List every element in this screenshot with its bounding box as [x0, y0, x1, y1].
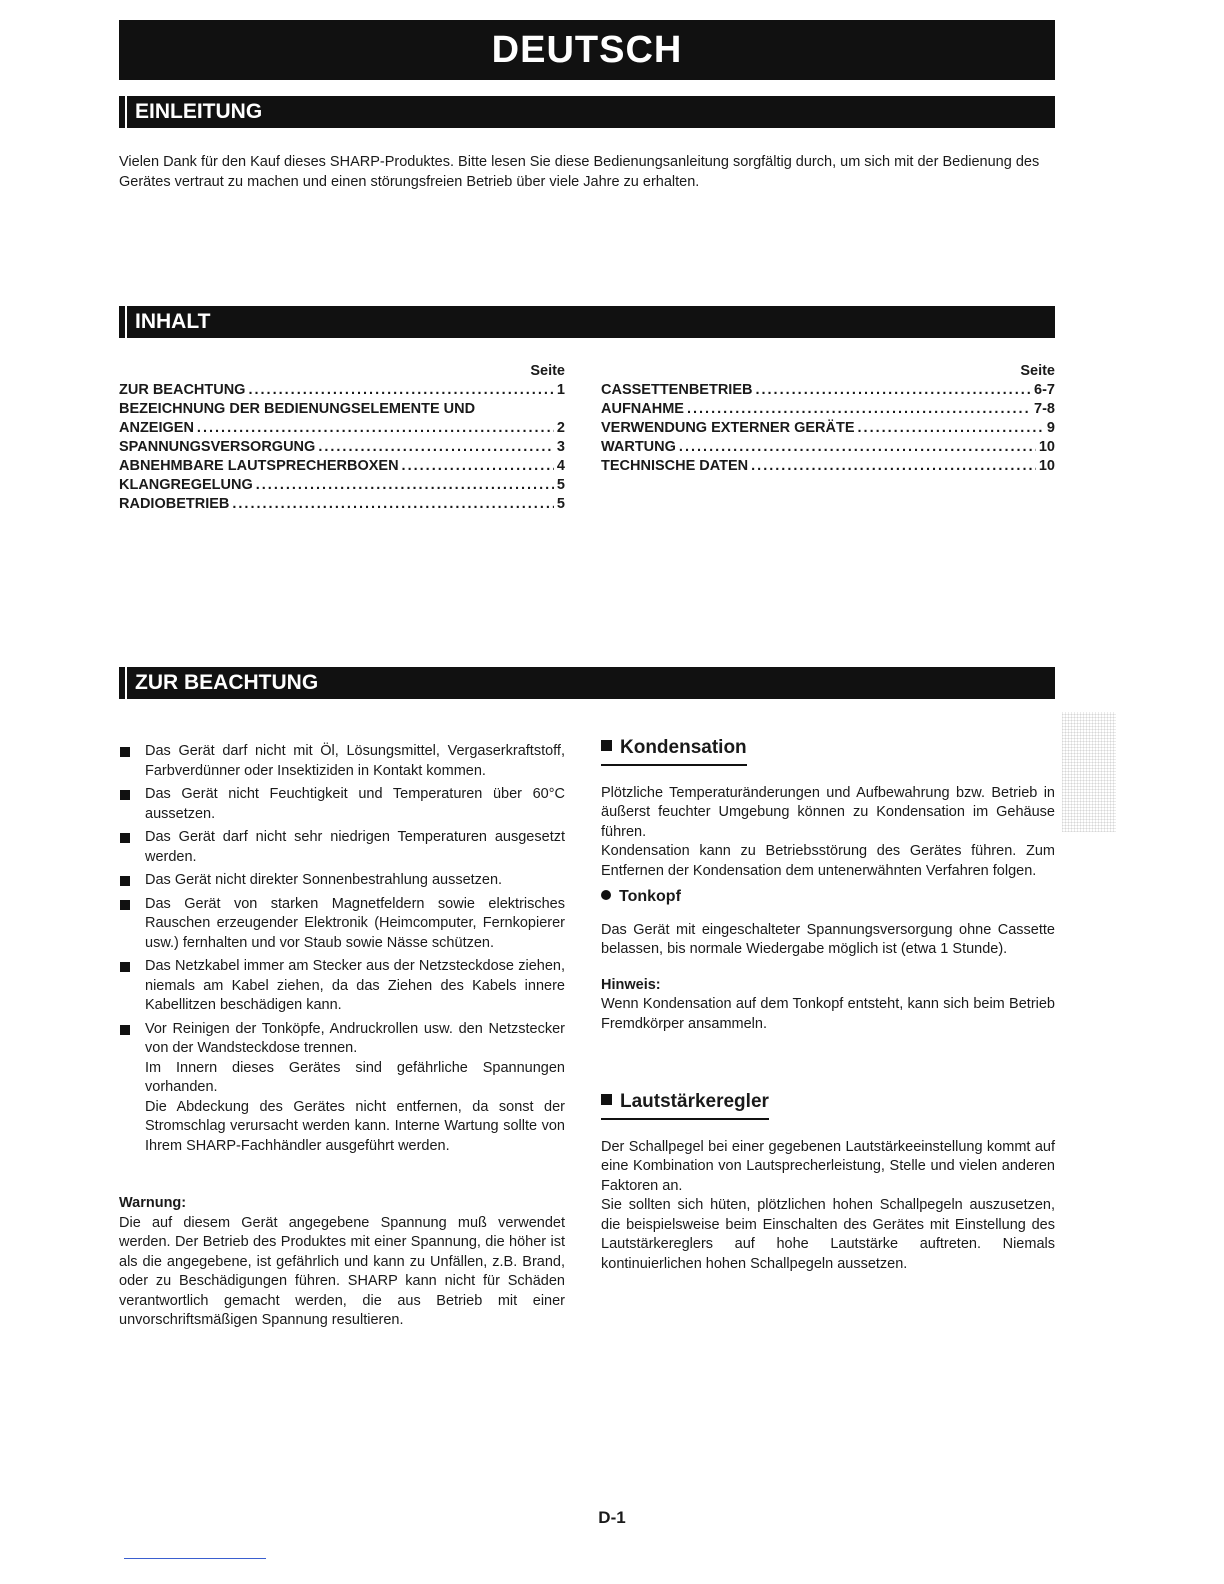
square-bullet-icon	[601, 1094, 612, 1105]
square-bullet-icon	[120, 790, 130, 800]
toc-entry: WARTUNG ..... 10	[601, 438, 1055, 457]
section-bar-einleitung	[119, 96, 1055, 128]
toc-entry: AUFNAHME ..... 7-8	[601, 400, 1055, 419]
list-item: Das Gerät von starken Magnetfeldern sowie elektrisches Rauschen erzeugender Elektronik (Heimcomputer, Fernkopierer usw.) fernhalten und vor Staub sowie Nässe schützen.	[119, 895, 565, 954]
section-title-inhalt: INHALT	[125, 306, 218, 338]
section-bar-beachtung	[119, 667, 1055, 699]
square-bullet-icon	[120, 962, 130, 972]
lautstaerke-paragraph-1: Der Schallpegel bei einer gegebenen Lautstärkeeinstellung kommt auf eine Kombination von Lautsprecherleistung, Stelle und vielen anderen Faktoren an.	[601, 1138, 1055, 1194]
intro-paragraph: Vielen Dank für den Kauf dieses SHARP-Produktes. Bitte lesen Sie diese Bedienungsanleitung sorgfältig durch, um sich mit der Bedienung des Gerätes vertraut zu machen und einen störungsfreien Betrieb über viele Jahre zu erhalten.	[119, 154, 1040, 190]
toc-entry: ANZEIGEN ..... 2	[119, 419, 565, 438]
toc-seite-label: Seite	[530, 363, 565, 379]
toc-entry: ABNEHMBARE LAUTSPRECHERBOXEN ..... 4	[119, 457, 565, 476]
page-number: D-1	[598, 1508, 626, 1527]
list-item: Das Gerät nicht direkter Sonnenbestrahlung aussetzen.	[119, 871, 565, 891]
toc-entry: ZUR BEACHTUNG ..... 1	[119, 381, 565, 400]
square-bullet-icon	[120, 876, 130, 886]
kondensation-heading: Kondensation	[601, 738, 747, 766]
list-item: Das Netzkabel immer am Stecker aus der Netzsteckdose ziehen, niemals am Kabel ziehen, da das Ziehen des Kabels innere Kabellitzen beschädigen kann.	[119, 957, 565, 1016]
kondensation-paragraph-1: Plötzliche Temperaturänderungen und Aufbewahrung bzw. Betrieb in äußerst feuchter Umgebung können zu Kondensation im Gehäuse führen.	[601, 784, 1055, 840]
square-bullet-icon	[120, 900, 130, 910]
toc-right-column	[601, 362, 1055, 476]
list-item: Das Gerät nicht Feuchtigkeit und Temperaturen über 60°C aussetzen.	[119, 785, 565, 824]
toc-entry: KLANGREGELUNG ..... 5	[119, 476, 565, 495]
section-title-einleitung: EINLEITUNG	[125, 96, 270, 128]
tonkopf-text: Das Gerät mit eingeschalteter Spannungsversorgung ohne Cassette belassen, bis normale Wiedergabe möglich ist (etwa 1 Stunde).	[601, 921, 1055, 957]
lautstaerke-paragraph-2: Sie sollten sich hüten, plötzlichen hohen Schallpegeln auszusetzen, die beispielsweise beim Einschalten des Gerätes mit Einstellung des Lautstärkereglers auf hohe Lautstärke auftreten. Niemals kontinuierlichen hohen Schallpegeln aussetzen.	[601, 1197, 1055, 1272]
toc-left-column	[119, 362, 565, 514]
footer-line	[124, 1558, 266, 1559]
kondensation-paragraph-2: Kondensation kann zu Betriebsstörung des Gerätes führen. Zum Entfernen der Kondensation dem untenerwähnten Verfahren folgen.	[601, 843, 1055, 879]
toc-entry: CASSETTENBETRIEB ..... 6-7	[601, 381, 1055, 400]
safety-notes-column	[119, 742, 565, 1331]
list-item: Vor Reinigen der Tonköpfe, Andruckrollen usw. den Netzstecker von der Wandsteckdose trennen. Im Innern dieses Gerätes sind gefährliche Spannungen vorhanden. Die Abdeckung des Gerätes nicht entfernen, da sonst der Stromschlag verursacht werden kann. Interne Wartung sollte von Ihrem SHARP-Fachhändler ausgeführt werden.	[119, 1020, 565, 1157]
hinweis-heading: Hinweis:	[601, 976, 661, 993]
square-bullet-icon	[120, 747, 130, 757]
toc-entry: VERWENDUNG EXTERNER GERÄTE ..... 9	[601, 419, 1055, 438]
square-bullet-icon	[120, 1025, 130, 1035]
section-bar-inhalt	[119, 306, 1055, 338]
condensation-volume-column	[601, 738, 1055, 1274]
toc-entry: BEZEICHNUNG DER BEDIENUNGSELEMENTE UND	[119, 401, 476, 417]
language-banner: DEUTSCH	[119, 20, 1055, 80]
toc-entry: SPANNUNGSVERSORGUNG ..... 3	[119, 438, 565, 457]
warning-text: Die auf diesem Gerät angegebene Spannung muß verwendet werden. Der Betrieb des Produktes mit einer Spannung, die höher ist als die angegebene, ist gefährlich und kann zu Unfällen, z.B. Brand, oder zu Beschädigungen führen. SHARP kann nicht für Schäden verantwortlich gemacht werden, die aus Betrieb mit einer unvorschriftsmäßigen Spannung resultieren.	[119, 1214, 565, 1328]
toc-entry: RADIOBETRIEB ..... 5	[119, 495, 565, 514]
section-title-beachtung: ZUR BEACHTUNG	[125, 667, 326, 699]
list-item: Das Gerät darf nicht sehr niedrigen Temperaturen ausgesetzt werden.	[119, 828, 565, 867]
margin-scan-texture	[1062, 712, 1116, 832]
toc-entry: TECHNISCHE DATEN ..... 10	[601, 457, 1055, 476]
tonkopf-heading: Tonkopf	[601, 887, 1055, 907]
toc-seite-label: Seite	[1020, 363, 1055, 379]
warning-heading: Warnung:	[119, 1195, 187, 1211]
safety-bullet-list	[119, 742, 565, 1156]
round-bullet-icon	[601, 890, 611, 900]
hinweis-text: Wenn Kondensation auf dem Tonkopf entsteht, kann sich beim Betrieb Fremdkörper ansammeln.	[601, 996, 1055, 1032]
square-bullet-icon	[601, 740, 612, 751]
lautstaerke-heading: Lautstärkeregler	[601, 1092, 769, 1120]
list-item: Das Gerät darf nicht mit Öl, Lösungsmittel, Vergaserkraftstoff, Farbverdünner oder Insektiziden in Kontakt kommen.	[119, 742, 565, 781]
square-bullet-icon	[120, 833, 130, 843]
